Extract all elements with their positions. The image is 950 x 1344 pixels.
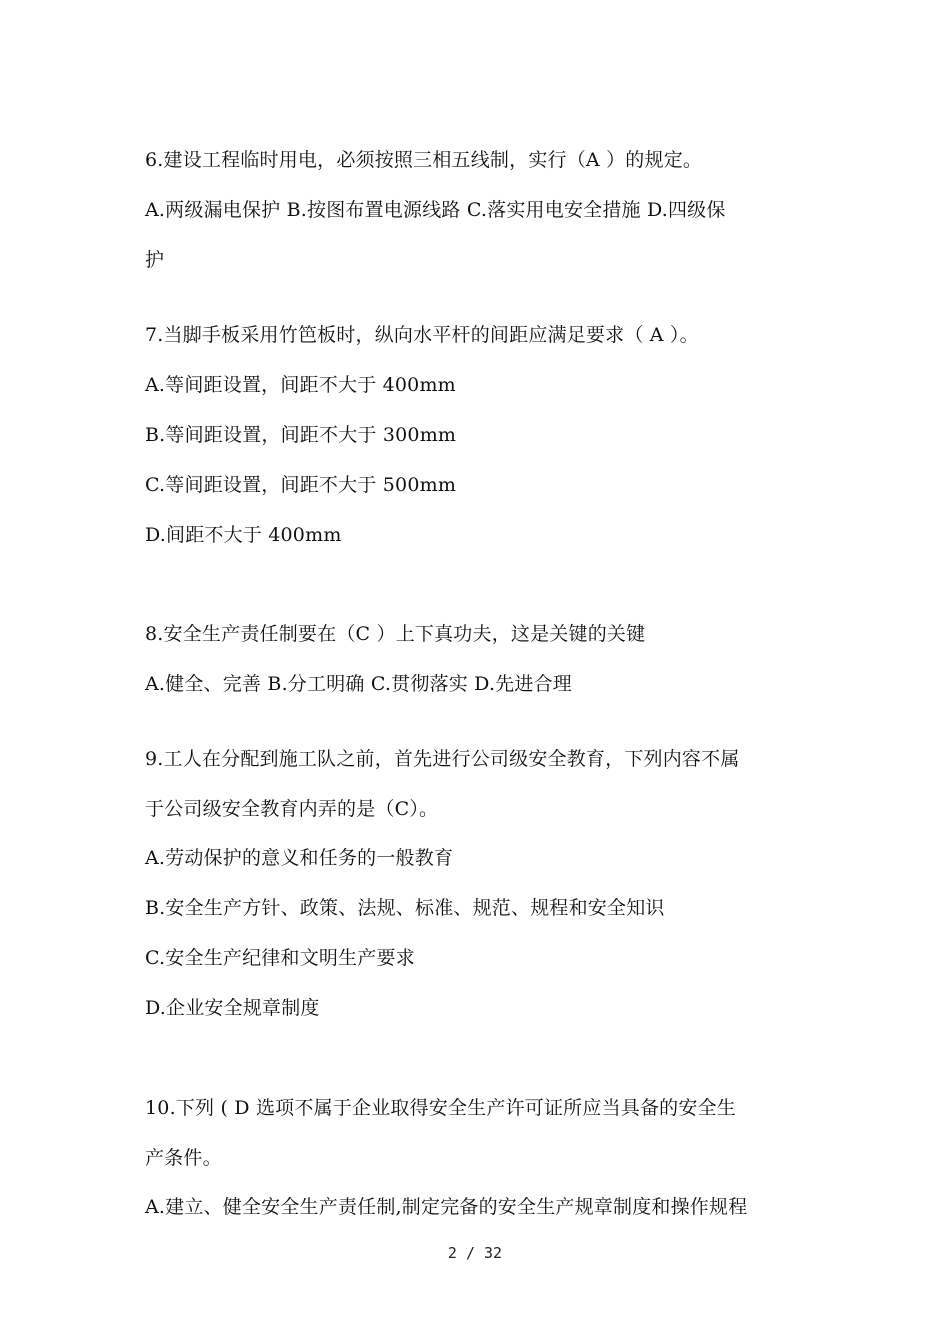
question-6-option-line: 护 — [145, 249, 165, 271]
question-10-option-a: A.建立、健全安全生产责任制,制定完备的安全生产规章制度和操作规程 — [145, 1196, 748, 1218]
question-9-option-a: A.劳动保护的意义和任务的一般教育 — [145, 847, 454, 869]
question-9-option-d: D.企业安全规章制度 — [145, 997, 320, 1019]
question-8-stem: 8.安全生产责任制要在（C ）上下真功夫，这是关键的关键 — [145, 623, 646, 645]
question-7-stem: 7.当脚手板采用竹笆板时，纵向水平杆的间距应满足要求（ A ）。 — [145, 324, 699, 346]
question-7-option-a: A.等间距设置，间距不大于 400mm — [145, 374, 456, 396]
page-indicator: 2 / 32 — [447, 1244, 503, 1262]
question-6-option-line: A.两级漏电保护 B.按图布置电源线路 C.落实用电安全措施 D.四级保 — [145, 199, 726, 221]
question-7-option-c: C.等间距设置，间距不大于 500mm — [145, 474, 457, 496]
question-6-stem: 6.建设工程临时用电，必须按照三相五线制，实行（A ）的规定。 — [145, 149, 703, 171]
question-10-stem: 10.下列 ( D 选项不属于企业取得安全生产许可证所应当具备的安全生 — [145, 1097, 736, 1119]
question-9-option-b: B.安全生产方针、政策、法规、标准、规范、规程和安全知识 — [145, 897, 665, 919]
question-9-option-c: C.安全生产纪律和文明生产要求 — [145, 947, 415, 969]
question-7-option-b: B.等间距设置，间距不大于 300mm — [145, 424, 457, 446]
question-9-stem: 9.工人在分配到施工队之前，首先进行公司级安全教育，下列内容不属 — [145, 748, 740, 770]
question-9-stem: 于公司级安全教育内弄的是（C）。 — [145, 798, 439, 820]
question-8-options: A.健全、完善 B.分工明确 C.贯彻落实 D.先进合理 — [145, 673, 572, 695]
question-10-stem: 产条件。 — [145, 1147, 222, 1169]
question-7-option-d: D.间距不大于 400mm — [145, 524, 342, 546]
